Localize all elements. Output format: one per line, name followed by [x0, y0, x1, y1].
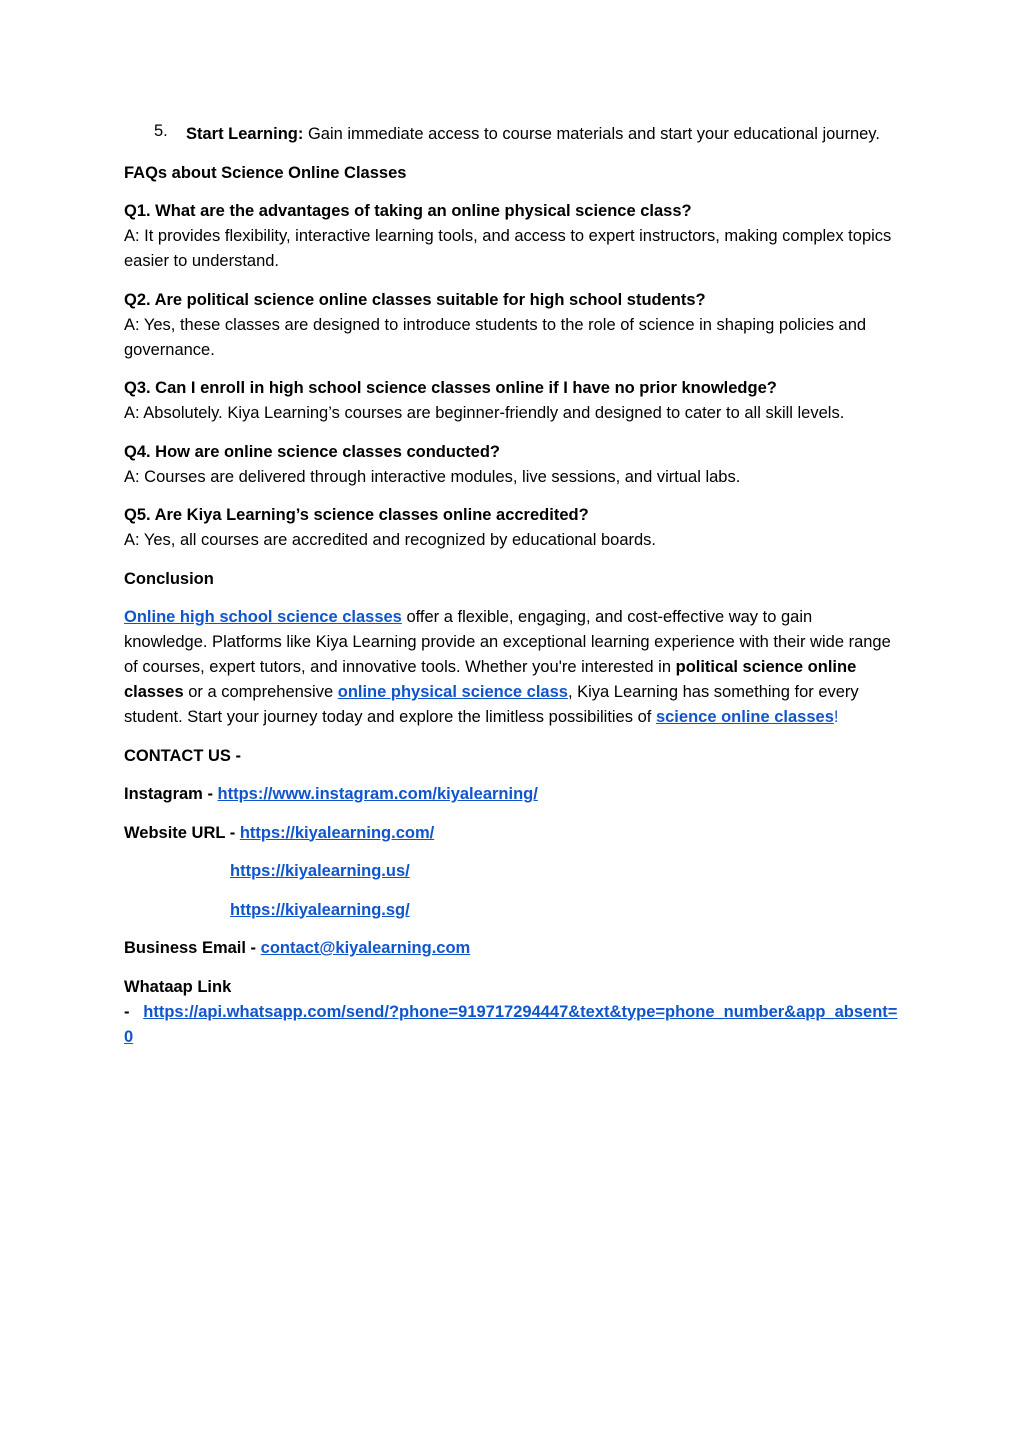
faq-question: Q3. Can I enroll in high school science classes online if I have no prior knowledge? — [124, 379, 777, 397]
whatsapp-label: Whataap Link — [124, 977, 232, 996]
website-label: Website URL - — [124, 823, 240, 842]
conclusion-text-1: offer a flexible, engaging, and cost-effective way to gain knowledge. Platforms like Kiya Learning provide an exceptional learning experience with their wide range of courses, expert tutors, and innovative tools. Whether you're interested in — [124, 608, 891, 676]
faq-answer: A: Absolutely. Kiya Learning’s courses are beginner-friendly and designed to cater to all skill levels. — [124, 404, 845, 422]
website-link-us[interactable]: https://kiyalearning.us/ — [230, 862, 410, 880]
contact-whatsapp — [124, 975, 900, 1050]
faq-answer: A: It provides flexibility, interactive learning tools, and access to expert instructors, making complex topics easier to understand. — [124, 227, 892, 270]
faq-item — [124, 503, 900, 553]
faq-heading-text: FAQs about Science Online Classes — [124, 163, 407, 182]
whatsapp-prefix: - — [124, 1002, 144, 1021]
faq-item — [124, 376, 900, 426]
faq-answer: A: Courses are delivered through interactive modules, live sessions, and virtual labs. — [124, 467, 741, 486]
contact-website-sg — [124, 898, 900, 923]
contact-website-us — [124, 859, 900, 884]
contact-email — [124, 936, 900, 961]
website-link-sg[interactable]: https://kiyalearning.sg/ — [230, 900, 410, 919]
faq-question: Q5. Are Kiya Learning’s science classes online accredited? — [124, 506, 589, 524]
conclusion-paragraph — [124, 605, 900, 730]
contact-heading — [124, 744, 900, 769]
conclusion-text-2: or a comprehensive — [183, 683, 338, 701]
email-label: Business Email - — [124, 939, 261, 957]
faq-question: Q2. Are political science online classes suitable for high school students? — [124, 290, 706, 309]
document-page — [124, 122, 900, 1063]
conclusion-text-4: ! — [833, 708, 839, 726]
list-item-text — [186, 122, 880, 147]
conclusion-text-3: , Kiya Learning has something for every student. Start your journey today and explore the limitless possibilities of — [124, 683, 859, 726]
faq-heading — [124, 161, 900, 186]
link-online-high-school-science-classes[interactable]: Online high school science classes — [124, 608, 402, 626]
list-item-start-learning — [154, 122, 900, 147]
link-science-online-classes[interactable]: science online classes — [655, 708, 834, 726]
faq-item — [124, 440, 900, 490]
contact-instagram — [124, 782, 900, 807]
faq-question: Q1. What are the advantages of taking an online physical science class? — [124, 202, 692, 220]
website-link-com[interactable]: https://kiyalearning.com/ — [239, 823, 435, 842]
whatsapp-line — [124, 1000, 900, 1050]
list-number: 5. — [154, 122, 168, 140]
contact-website — [124, 821, 900, 846]
faq-answer: A: Yes, all courses are accredited and recognized by educational boards. — [124, 531, 657, 549]
link-online-physical-science-class[interactable]: online physical science class — [337, 683, 568, 701]
whatsapp-link[interactable]: https://api.whatsapp.com/send/?phone=919717294447&text&type=phone_number&app_absent=0 — [124, 1002, 898, 1046]
faq-item — [124, 288, 900, 363]
faq-item — [124, 199, 900, 274]
faq-question: Q4. How are online science classes conducted? — [124, 442, 500, 461]
instagram-label: Instagram - — [124, 785, 218, 803]
conclusion-heading-text: Conclusion — [124, 569, 214, 588]
email-link[interactable]: contact@kiyalearning.com — [260, 939, 471, 957]
list-item-title: Start Learning: — [186, 125, 304, 143]
contact-heading-text: CONTACT US - — [124, 746, 242, 765]
conclusion-heading — [124, 567, 900, 592]
conclusion-bold: political science online classes — [124, 658, 857, 701]
list-item-body: Gain immediate access to course materials and start your educational journey. — [303, 125, 880, 143]
faq-answer: A: Yes, these classes are designed to introduce students to the role of science in shaping policies and governance. — [124, 315, 867, 359]
instagram-link[interactable]: https://www.instagram.com/kiyalearning/ — [217, 785, 538, 803]
